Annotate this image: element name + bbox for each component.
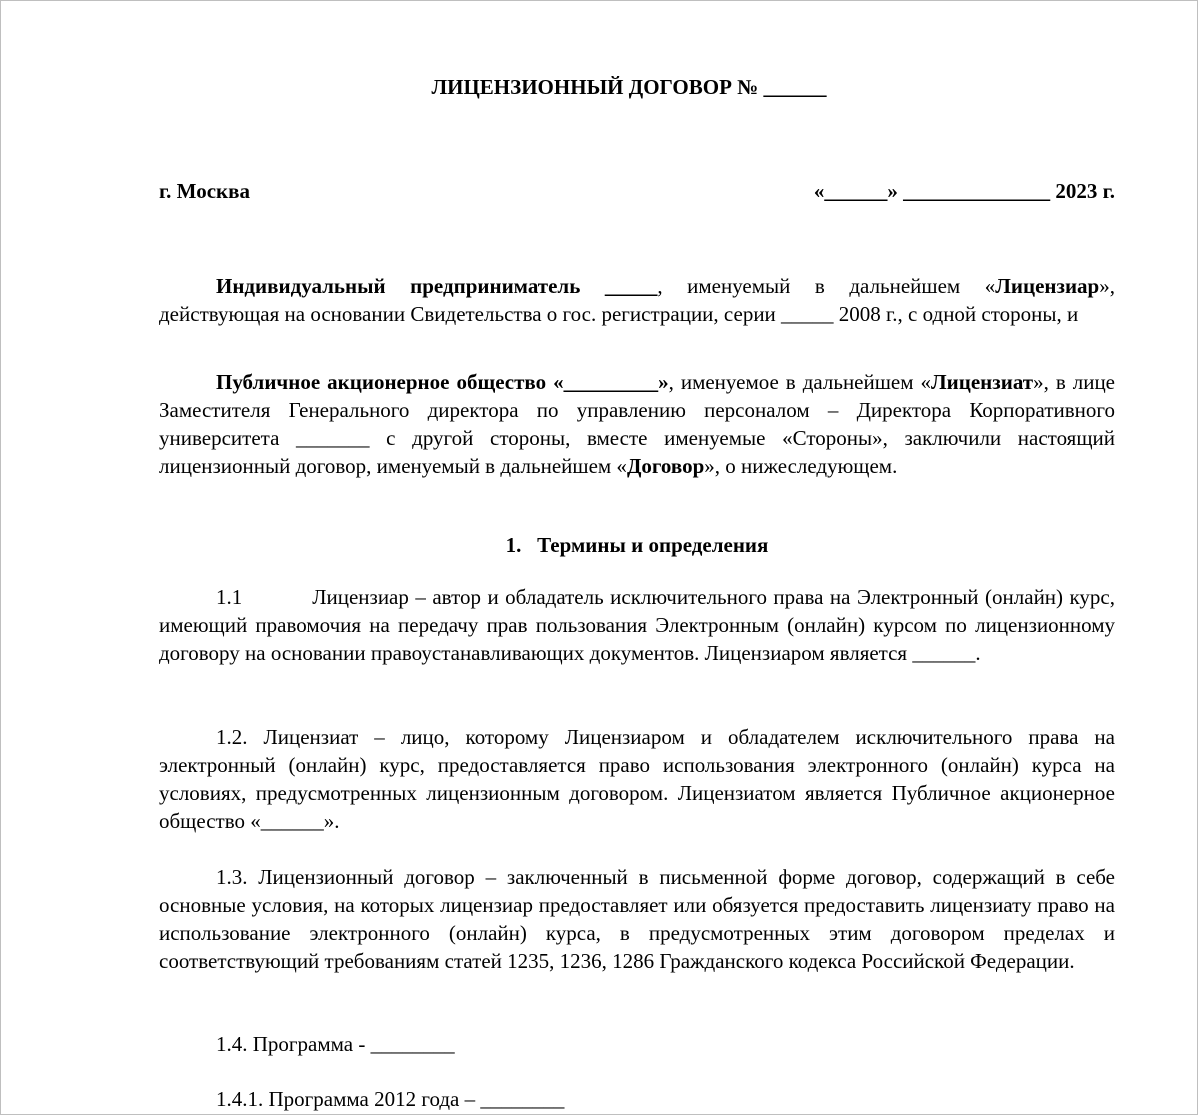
contract-date: «______» ______________ 2023 г. [813, 179, 1115, 203]
item-1-3: 1.3. Лицензионный договор – заключенный в письменной форме договор, содержащий в себе основные условия, на которых лицензиар предоставляет или обязуется предоставить лицензиату право на использование электронного (онлайн) курса, в предусмотренных этим договором пределах и соответствующий требованиям статей 1235, 1236, 1286 Гражданского кодекса Российской Федерации. [159, 865, 1115, 973]
item-1-4: 1.4. Программа - ________ [216, 1032, 455, 1056]
item-1-2: 1.2. Лицензиат – лицо, которому Лицензиаром и обладателем исключительного права на электронный (онлайн) курс, предоставляется право использования электронного (онлайн) курса на условиях, предусмотренных лицензионным договором. Лицензиатом является Публичное акционерное общество «______». [159, 725, 1115, 833]
paragraph-licensee: Публичное акционерное общество «_________», именуемое в дальнейшем «Лицензиат», в лице Заместителя Генерального директора по управлению персоналом – Директора Корпоративного университета _______ с другой стороны, вместе именуемые «Стороны», заключили настоящий лицензионный договор, именуемый в дальнейшем «Договор», о нижеследующем. [159, 370, 1115, 478]
item-1-4-1: 1.4.1. Программа 2012 года – ________ [216, 1087, 565, 1111]
contract-term: Договор [626, 454, 705, 478]
licensor-term: Лицензиар [995, 274, 1100, 298]
item-1-1-text: Лицензиар – автор и обладатель исключительного права на Электронный (онлайн) курс, имеющий правомочия на передачу прав пользования Электронным (онлайн) курсом по лицензионному договору на основании правоустанавливающих документов. Лицензиаром является ______. [159, 585, 1115, 665]
licensee-term: Лицензиат [931, 370, 1034, 394]
licensee-lead: Публичное акционерное общество «_________» [216, 370, 669, 394]
item-1-1 [159, 583, 1115, 667]
paragraph-licensor: Индивидуальный предприниматель _____, именуемый в дальнейшем «Лицензиар», действующая на основании Свидетельства о гос. регистрации, серии _____ 2008 г., с одной стороны, и [159, 274, 1115, 326]
licensor-lead: Индивидуальный предприниматель _____ [216, 274, 658, 298]
section-heading [159, 531, 1115, 559]
section-1-heading: 1. Термины и определения [505, 533, 769, 557]
document-title: ЛИЦЕНЗИОННЫЙ ДОГОВОР № ______ [431, 75, 827, 99]
city-date-line [159, 179, 1115, 204]
city: г. Москва [159, 179, 250, 203]
item-1-1-number: 1.1 [216, 585, 243, 609]
